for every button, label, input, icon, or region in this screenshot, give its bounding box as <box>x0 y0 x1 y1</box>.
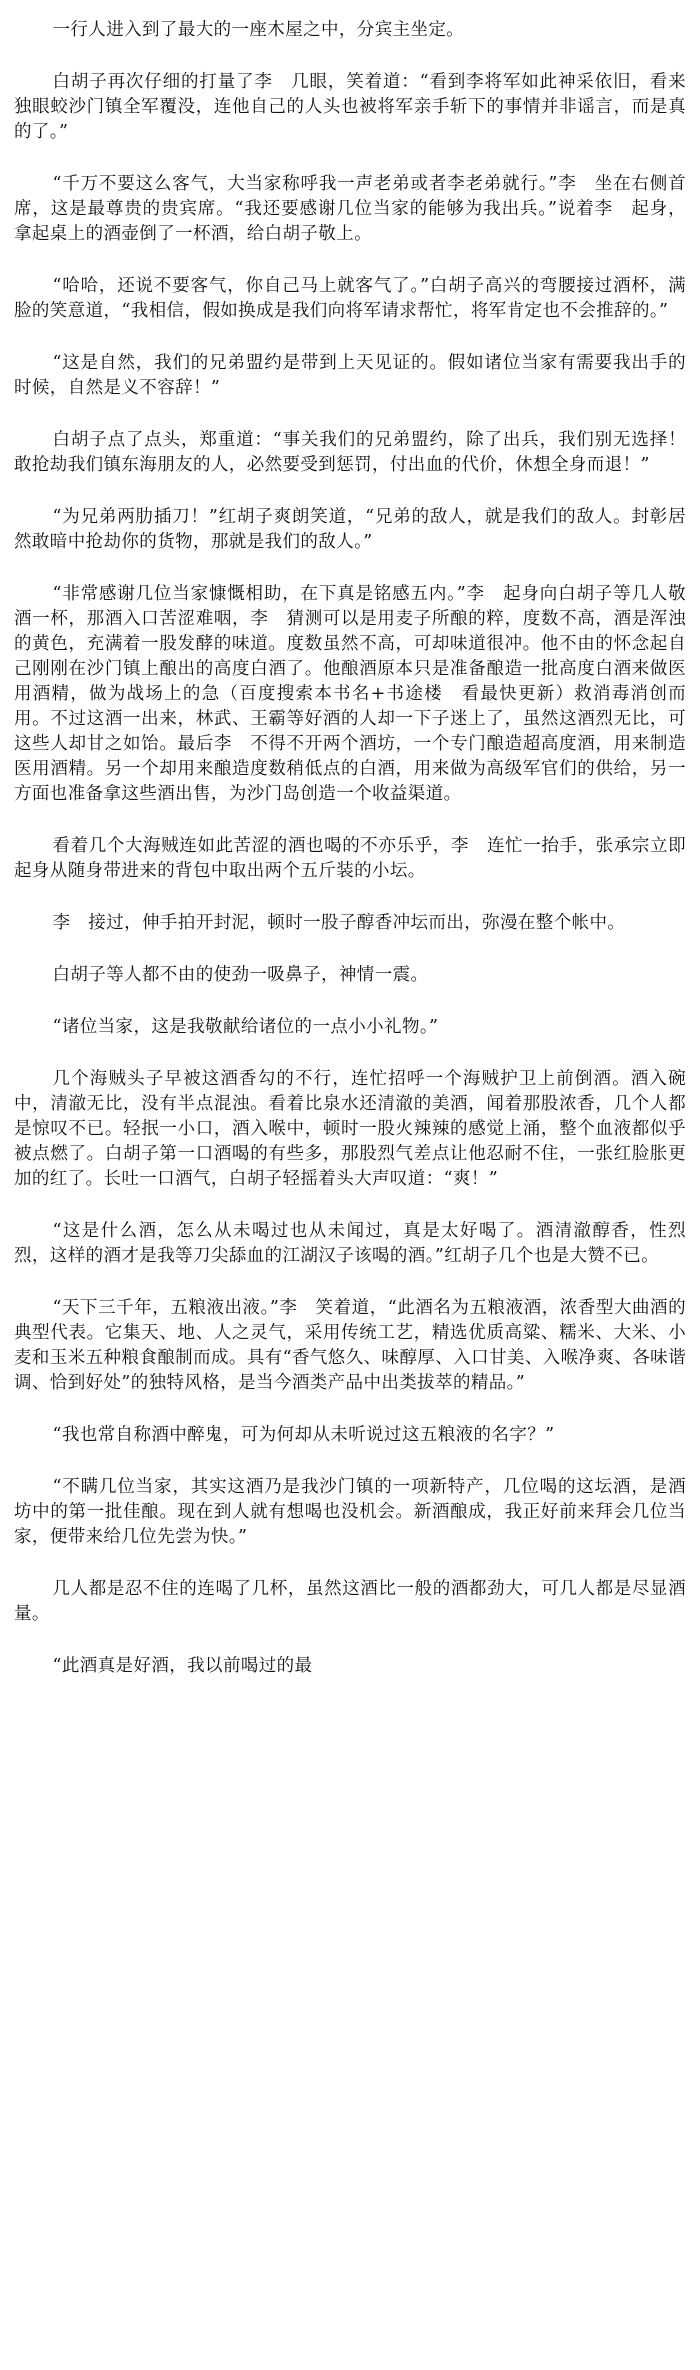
paragraph-3: “千万不要这么客气，大当家称呼我一声老弟或者李老弟就行。”李 坐在右侧首席，这是最尊贵的贵宾席。“我还要感谢几位当家的能够为我出兵。”说着李 起身，拿起桌上的酒壶倒了一杯酒，给白胡子敬上。 <box>14 174 686 244</box>
paragraph-18: 几人都是忍不住的连喝了几杯，虽然这酒比一般的酒都劲大，可几人都是尽显酒量。 <box>14 1579 686 1624</box>
paragraph-8: “非常感谢几位当家慷慨相助，在下真是铭感五内。”李 起身向白胡子等几人敬酒一杯，那酒入口苦涩难咽，李 猜测可以是用麦子所酿的粹，度数不高，酒是浑浊的黄色，充满着一股发酵的味道。度数虽然不高，可却味道很冲。他不由的怀念起自己刚刚在沙门镇上酿出的高度白酒了。他酿酒原本只是准备酿造一批高度白酒来做医用酒精，做为战场上的急（百度搜索本书名+书途楼 看最快更新）救消毒消创而用。不过这酒一出来，林武、王霸等好酒的人却一下子迷上了，虽然这酒烈无比，可这些人却甘之如饴。最后李 不得不开两个酒坊，一个专门酿造超高度酒，用来制造医用酒精。另一个却用来酿造度数稍低点的白酒，用来做为高级军官们的供给，另一方面也准备拿这些酒出售，为沙门岛创造一个收益渠道。 <box>14 584 686 804</box>
paragraph-10: 李 接过，伸手拍开封泥，顿时一股子醇香冲坛而出，弥漫在整个帐中。 <box>52 913 626 933</box>
paragraph-14: “这是什么酒，怎么从未喝过也从未闻过，真是太好喝了。酒清澈醇香，性烈烈，这样的酒才是我等刀尖舔血的江湖汉子该喝的酒。”红胡子几个也是大赞不已。 <box>14 1221 686 1266</box>
paragraph-11: 白胡子等人都不由的使劲一吸鼻子，神情一震。 <box>52 965 429 985</box>
paragraph-17: “不瞒几位当家，其实这酒乃是我沙门镇的一项新特产，几位喝的这坛酒，是酒坊中的第一批佳酿。现在到人就有想喝也没机会。新酒酿成，我正好前来拜会几位当家，便带来给几位先尝为快。” <box>14 1477 686 1547</box>
paragraph-7: “为兄弟两肋插刀！”红胡子爽朗笑道，“兄弟的敌人，就是我们的敌人。封彰居然敢暗中抢劫你的货物，那就是我们的敌人。” <box>14 507 686 552</box>
paragraph-4: “哈哈，还说不要客气，你自己马上就客气了。”白胡子高兴的弯腰接过酒杯，满脸的笑意道，“我相信，假如换成是我们向将军请求帮忙，将军肯定也不会推辞的。” <box>14 276 686 321</box>
paragraph-15: “天下三千年，五粮液出液。”李 笑着道，“此酒名为五粮液酒，浓香型大曲酒的典型代表。它集天、地、人之灵气，采用传统工艺，精选优质高粱、糯米、大米、小麦和玉米五种粮食酿制而成。具有“香气悠久、味醇厚、入口甘美、入喉净爽、各味谐调、恰到好处”的独特风格，是当今酒类产品中出类拔萃的精品。” <box>14 1298 686 1393</box>
paragraph-2: 白胡子再次仔细的打量了李 几眼，笑着道：“看到李将军如此神采依旧，看来独眼蛟沙门镇全军覆没，连他自己的人头也被将军亲手斩下的事情并非谣言，而是真的了。” <box>14 72 686 142</box>
paragraph-9: 看着几个大海贼连如此苦涩的酒也喝的不亦乐乎，李 连忙一抬手，张承宗立即起身从随身带进来的背包中取出两个五斤装的小坛。 <box>14 836 686 881</box>
paragraph-13: 几个海贼头子早被这酒香勾的不行，连忙招呼一个海贼护卫上前倒酒。酒入碗中，清澈无比，没有半点混浊。看着比泉水还清澈的美酒，闻着那股浓香，几个人都是惊叹不已。轻抿一小口，酒入喉中，顿时一股火辣辣的感觉上涌，整个血液都似乎被点燃了。白胡子第一口酒喝的有些多，那股烈气差点让他忍耐不住，一张红脸胀更加的红了。长吐一口酒气，白胡子轻摇着头大声叹道：“爽！” <box>14 1069 686 1189</box>
paragraph-12: “诸位当家，这是我敬献给诸位的一点小小礼物。” <box>52 1017 439 1037</box>
paragraph-5: “这是自然，我们的兄弟盟约是带到上天见证的。假如诸位当家有需要我出手的时候，自然是义不容辞！” <box>14 353 686 398</box>
paragraph-16: “我也常自称酒中醉鬼，可为何却从未听说过这五粮液的名字？” <box>52 1425 555 1445</box>
paragraph-1: 一行人进入到了最大的一座木屋之中，分宾主坐定。 <box>52 20 465 40</box>
paragraph-6: 白胡子点了点头，郑重道：“事关我们的兄弟盟约，除了出兵，我们别无选择！敢抢劫我们镇东海朋友的人，必然要受到惩罚，付出血的代价，休想全身而退！” <box>14 430 686 475</box>
paragraph-19: “此酒真是好酒，我以前喝过的最 <box>52 1656 313 1676</box>
